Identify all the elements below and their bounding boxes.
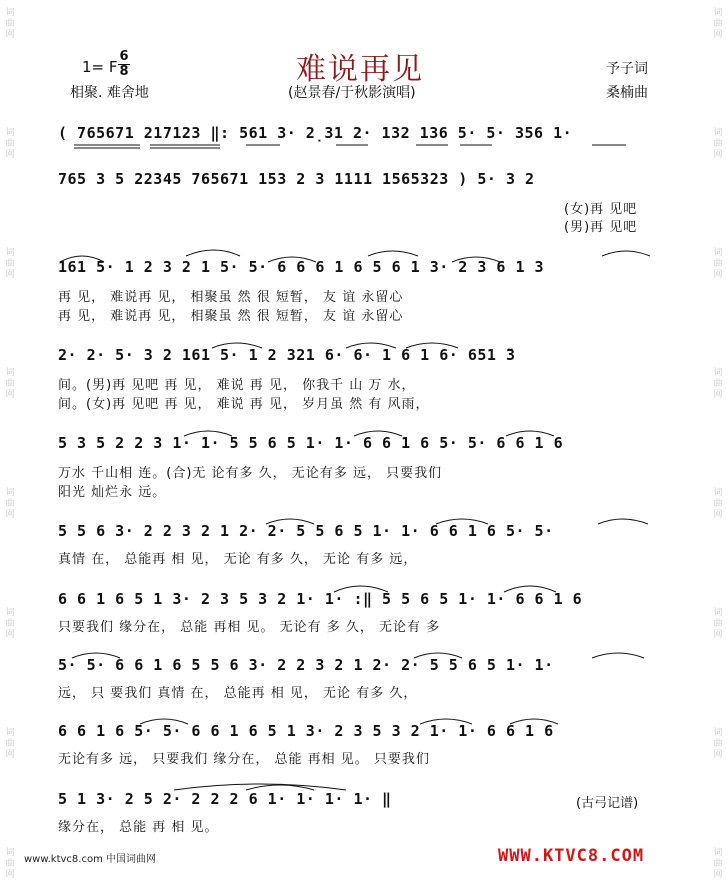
notation-row-1: ( 765671 217123 ‖: 561 3· 2̣31 2· 132 136 5· 5· 356 1· — [58, 124, 573, 142]
notation-row-8: 5· 5· 6 6 1 6 5 5 6 3· 2 2 3 2 1 2· 2· 5 5 6 5 1· 1· — [58, 656, 554, 674]
watermark-left-6: 词曲网 — [5, 608, 15, 640]
tempo-expression: 相聚. 难舍地 — [70, 85, 149, 101]
notation-row-4: 2· 2· 5· 3 2 161 5· 1 2 321 6· 6· 1 6 1 6· 651 ̃3 — [58, 346, 516, 364]
watermark-left-3: 词曲网 — [5, 248, 15, 280]
watermark-left-8: 词曲网 — [5, 848, 15, 880]
notation-row-5: 5 3 5 2 2 3 1· 1· 5 5 6 5 1· 1· 6 6 1 6 5· 5· 6 6 1 6 — [58, 434, 564, 452]
site-logo-right: WWW.KTVC8.COM — [498, 846, 645, 866]
lyric-row-3-verse-2: 再 见， 难说再 见， 相聚虽 然 很 短暂， 友 谊 永留心 — [58, 309, 404, 324]
singers: (赵景春/于秋影演唱) — [288, 85, 416, 101]
lyric-row-5-verse-1: 万水 千山相 连。(合)无 论有多 久， 无论有多 远， 只要我们 — [58, 466, 443, 481]
lyric-row-4-verse-1: 间。(男)再 见吧 再 见， 难说 再 见， 你我千 山 万 水， — [58, 378, 416, 393]
lyric-row-4-verse-2: 间。(女)再 见吧 再 见， 难说 再 见， 岁月虽 然 有 风雨， — [58, 397, 430, 412]
watermark-right-7: 词曲网 — [713, 728, 723, 760]
lyric-row-8: 远， 只 要我们 真情 在， 总能再 相 见， 无论 有多 久， — [58, 686, 418, 701]
lyric-row-3-verse-1: 再 见， 难说再 见， 相聚虽 然 很 短暂， 友 谊 永留心 — [58, 290, 404, 305]
watermark-left-5: 词曲网 — [5, 488, 15, 520]
watermark-right-3: 词曲网 — [713, 248, 723, 280]
notation-row-10: 5 1 3· 2 5 2· 2 2 2 6 1· 1· 1· 1· ‖ — [58, 790, 392, 808]
watermark-left-1: 词曲网 — [5, 8, 15, 40]
notation-row-6: 5 5 6 3· 2 2 3 2 1 2· 2· 5 5 6 5 1· 1· 6 6 1 6 5· 5· — [58, 522, 554, 540]
site-credit-left: www.ktvc8.com 中国词曲网 — [24, 854, 157, 865]
lyric-row-10: 缘分在， 总能 再 相 见。 — [58, 820, 219, 835]
key-signature: 1= F — [82, 58, 118, 76]
transcriber-note: (古弓记谱) — [576, 796, 639, 811]
notation-row-7: 6 6 1 6 5 1 3· 2 3 5 3 2 1· 1· :‖ 5 5 6 5 1· 1· 6 6 1 6 — [58, 590, 583, 608]
notation-row-3: 161 5· 1 2 3 2 1 5· 5· 6 6 6 1 6 5 6 1 3· 2 3 6 1 3 — [58, 258, 545, 276]
lyricist: 予子词 — [606, 61, 648, 77]
watermark-right-1: 词曲网 — [713, 8, 723, 40]
lyric-row-5-verse-2: 阳光 灿烂永 远。 — [58, 485, 167, 500]
watermark-left-4: 词曲网 — [5, 368, 15, 400]
lyric-row-7: 只要我们 缘分在， 总能 再相 见。 无论有 多 久， 无论有 多 — [58, 620, 441, 635]
notation-row-9: 6 6 1 6 5· 5· 6 6 1 6 5 1 3· 2 3 5 3 2 1· 1· 6 6 1 6 — [58, 722, 554, 740]
composer: 桑楠曲 — [606, 85, 648, 101]
watermark-right-5: 词曲网 — [713, 488, 723, 520]
watermark-left-7: 词曲网 — [5, 728, 15, 760]
song-title: 难说再见 — [296, 52, 424, 87]
time-signature-denominator: 8 — [119, 64, 129, 79]
watermark-right-6: 词曲网 — [713, 608, 723, 640]
lyric-intro-female: (女)再 见吧 — [564, 202, 638, 217]
lyric-row-9: 无论有多 远， 只要我们 缘分在， 总能 再相 见。 只要我们 — [58, 752, 430, 767]
watermark-left-2: 词曲网 — [5, 128, 15, 160]
lyric-intro-male: (男)再 见吧 — [564, 220, 638, 235]
time-signature-numerator: 6 — [119, 49, 129, 64]
notation-row-2: 765 3 5 22345 765671 153 2 3 1111 1565323 ) 5· 3 2 — [58, 170, 535, 188]
watermark-right-2: 词曲网 — [713, 128, 723, 160]
lyric-row-6: 真情 在， 总能再 相 见， 无论 有多 久， 无论 有多 远， — [58, 552, 418, 567]
watermark-right-4: 词曲网 — [713, 368, 723, 400]
watermark-right-8: 词曲网 — [713, 848, 723, 880]
